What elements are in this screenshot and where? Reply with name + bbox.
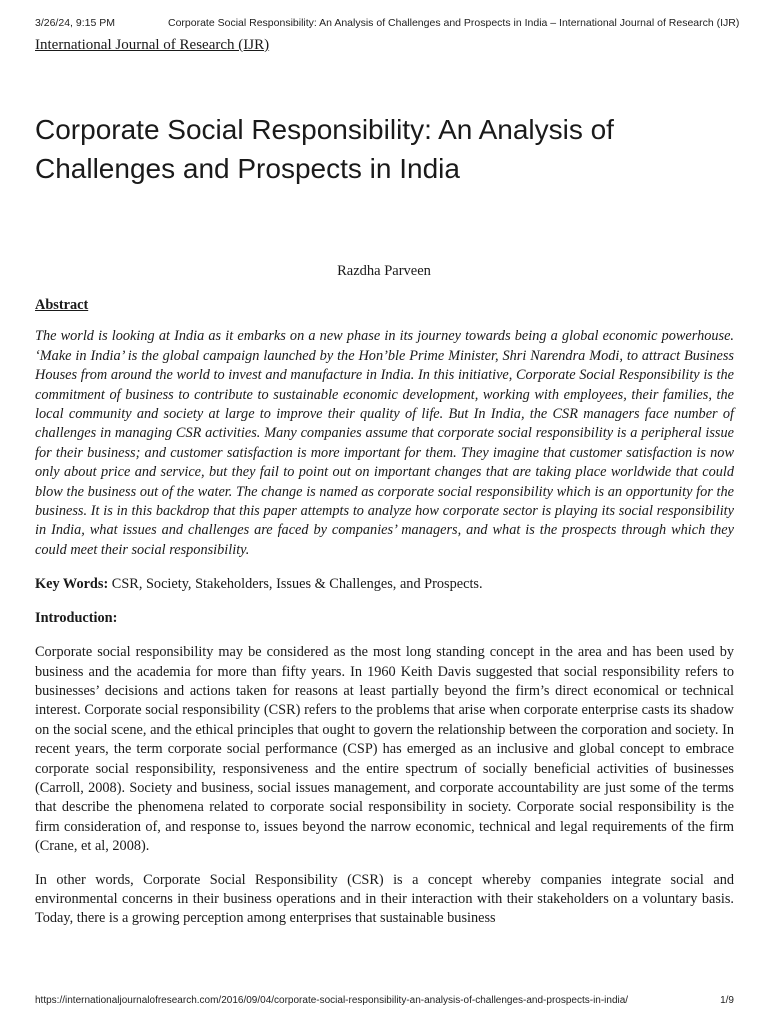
intro-paragraph-1: Corporate social responsibility may be considered as the most long standing concept in the area and has been used by business and the academia for more than fifty years. In 1960 Keith Davis suggested that social responsibility refers to businesses’ decisions and actions taken for reasons at least partially beyond the firm’s direct economical or technical interest. Corporate social responsibility (CSR) refers to the problems that arise when corporate enterprise casts its shadow on the social scene, and the ethical principles that ought to govern the relationship between the corporation and society. In recent years, the term corporate social performance (CSP) has emerged as an inclusive and global concept to embrace corporate social responsibility, responsiveness and the entire spectrum of socially beneficial activities of businesses (Carroll, 2008). Society and business, social issues management, and corporate accountability are just some of the terms that describe the phenomena related to corporate social responsibility in society. Corporate social responsibility is the firm consideration of, and response to, issues beyond the narrow economic, technical and legal requirements of the firm (Crane, et al, 2008). xyxy=(35,644,734,855)
abstract-heading: Abstract xyxy=(35,297,89,313)
article-content xyxy=(35,296,734,943)
article-title: Corporate Social Responsibility: An Analysis of Challenges and Prospects in India xyxy=(35,114,614,184)
keywords-label: Key Words: xyxy=(35,576,109,593)
article-author: Razdha Parveen xyxy=(337,263,431,279)
print-timestamp: 3/26/24, 9:15 PM xyxy=(35,17,115,29)
introduction-heading: Introduction: xyxy=(35,609,118,626)
keywords-text: CSR, Society, Stakeholders, Issues & Challenges, and Prospects. xyxy=(108,576,483,593)
print-page-title: Corporate Social Responsibility: An Analysis of Challenges and Prospects in India – International Journal of Research (IJR) xyxy=(168,17,740,29)
journal-name-link[interactable]: International Journal of Research (IJR) xyxy=(35,37,270,53)
keywords-line xyxy=(35,575,734,594)
abstract-text: The world is looking at India as it embarks on a new phase in its journey towards being a global economic powerhouse. ‘Make in India’ is the global campaign launched by the Hon’ble Prime Minister, Shri Narendra Modi, to attract Business Houses from around the world to invest and manufacture in India. In this initiative, Corporate Social Responsibility is the commitment of business to contribute to sustainable economic development, working with employees, their families, the local community and society at large to improve their quality of life. But In India, the CSR managers face number of challenges in managing CSR activities. Many companies assume that corporate social responsibility is a peripheral issue for their business; and customer satisfaction is more important for them. They imagine that customer satisfaction is now only about price and service, but they fail to point out on important changes that are taking place worldwide that could blow the business out of the water. The change is named as corporate social responsibility which is an opportunity for the business. It is in this backdrop that this paper attempts to analyze how corporate sector is playing its social responsibility in India, what issues and challenges are faced by companies’ managers, and what is the prospects through which they could meet their social responsibility. xyxy=(35,328,734,558)
print-url: https://internationaljournalofresearch.com/2016/09/04/corporate-social-responsibility-an-analysis-of-challenges-and-prospects-in-india/ xyxy=(35,995,629,1006)
intro-paragraph-2: In other words, Corporate Social Responsibility (CSR) is a concept whereby companies integrate social and environmental concerns in their business operations and in their interaction with their stakeholders on a voluntary basis. Today, there is a growing perception among enterprises that sustainable business xyxy=(35,871,734,927)
print-page-number: 1/9 xyxy=(720,995,734,1006)
